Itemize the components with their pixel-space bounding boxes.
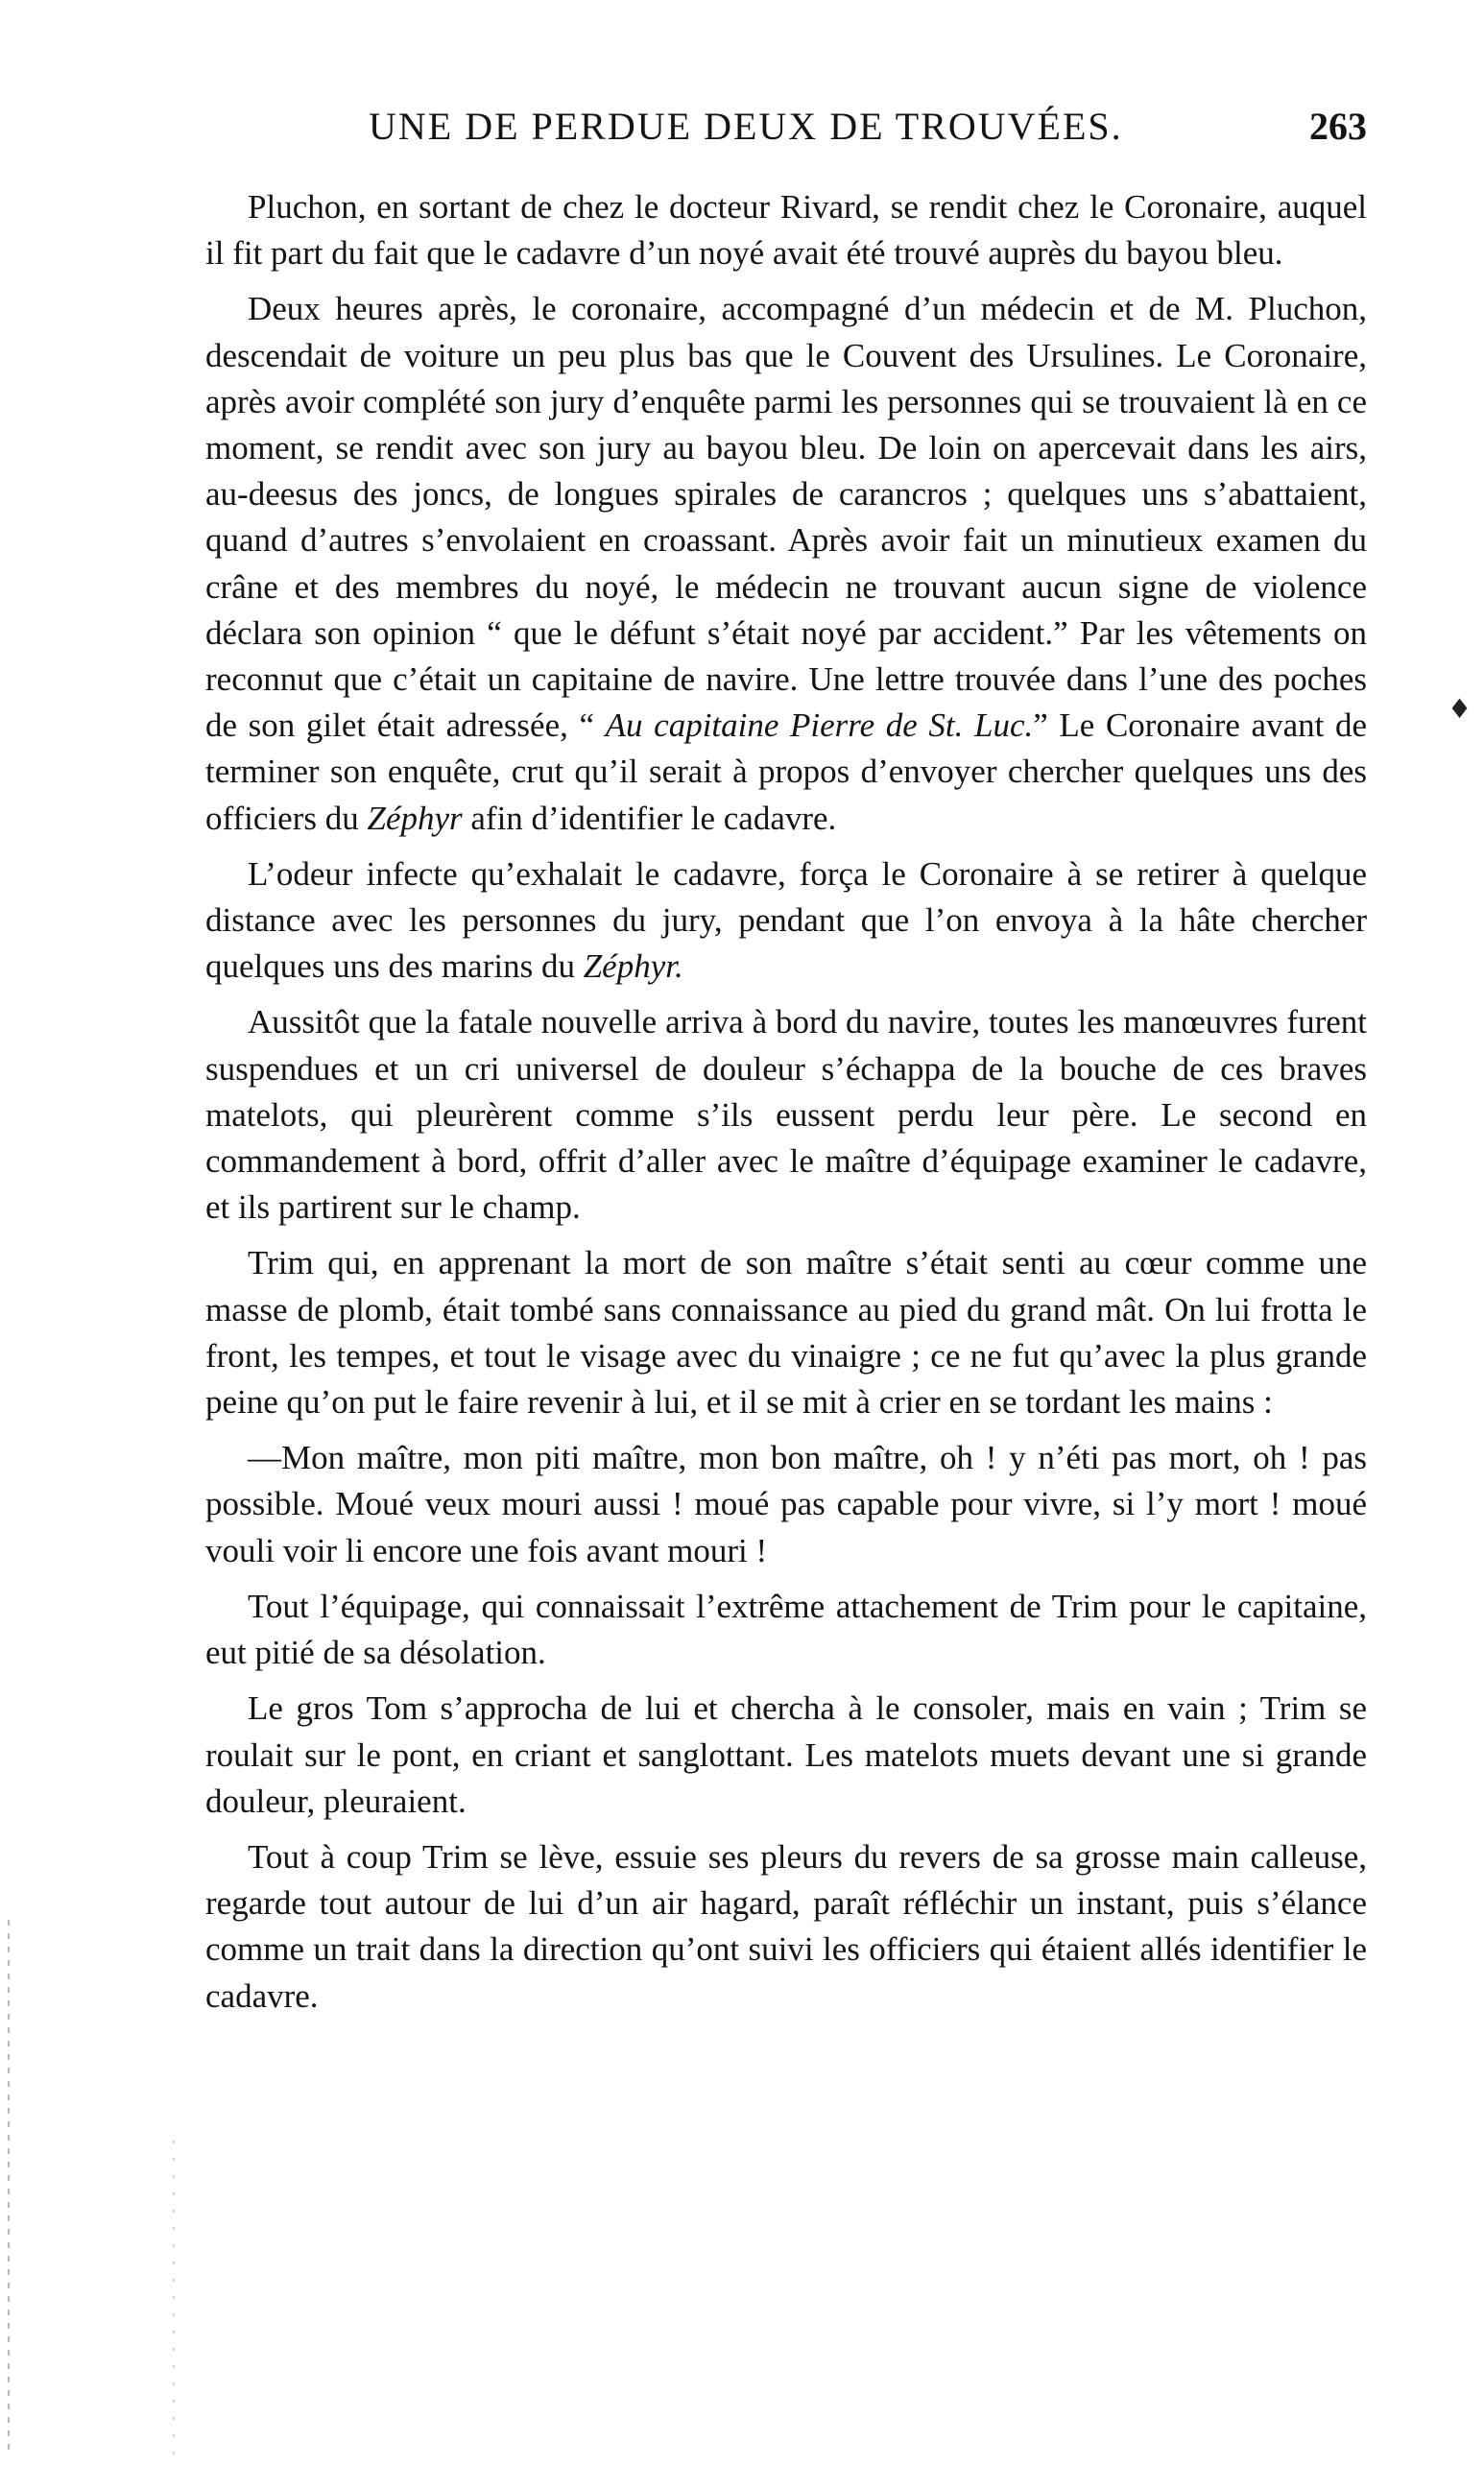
body-text — [205, 184, 1367, 2029]
text-segment: afin d’identifier le cadavre. — [462, 799, 837, 837]
text-segment: —Mon maître, mon piti maître, mon bon maître, oh ! y n’éti pas mort, oh ! pas possible. Moué veux mouri aussi ! moué pas capable pour vivre, si l’y mort ! moué vouli voir li encore une fois avant mouri ! — [205, 1439, 1367, 1569]
text-segment: Trim qui, en apprenant la mort de son maître s’était senti au cœur comme une masse de plomb, était tombé sans connaissance au pied du grand mât. On lui frotta le front, les tempes, et tout le visage avec du vinaigre ; ce ne fut qu’avec la plus grande peine qu’on put le faire revenir à lui, et il se mit à crier en se tordant les mains : — [205, 1244, 1367, 1422]
text-segment: Aussitôt que la fatale nouvelle arriva à bord du navire, toutes les manœuvres furent suspendues et un cri universel de douleur s’échappa de la bouche de ces braves matelots, qui pleurèrent comme s’ils eussent perdu leur père. Le second en commandement à bord, offrit d’aller avec le maître d’équipage examiner le cadavre, et ils partirent sur le champ. — [205, 1003, 1367, 1227]
margin-mark: ♦ — [1448, 693, 1472, 725]
italic-text: Au capitaine Pierre de St. Luc. — [605, 706, 1034, 745]
gutter-scan-artifact — [8, 1920, 10, 2457]
paragraph — [205, 1240, 1367, 1425]
italic-text: Zéphyr. — [583, 947, 683, 986]
gutter-scan-artifact — [173, 2141, 175, 2457]
italic-text: Zéphyr — [367, 799, 463, 837]
paragraph — [205, 286, 1367, 841]
text-segment: ” Le Coronaire avant de terminer son enquête, crut qu’il serait à propos d’envoyer chercher quelques uns des officiers du — [205, 706, 1367, 837]
text-segment: Pluchon, en sortant de chez le docteur Rivard, se rendit chez le Coronaire, auquel il fit part du fait que le cadavre d’un noyé avait été trouvé auprès du bayou bleu. — [205, 188, 1367, 273]
text-segment: Tout l’équipage, qui connaissait l’extrême attachement de Trim pour le capitaine, eut pitié de sa désolation. — [205, 1587, 1367, 1672]
page-header — [205, 104, 1367, 161]
paragraph — [205, 1584, 1367, 1676]
paragraph — [205, 851, 1367, 991]
paragraph — [205, 999, 1367, 1231]
paragraph — [205, 184, 1367, 276]
text-segment: Deux heures après, le coronaire, accompagné d’un médecin et de M. Pluchon, descendait de voiture un peu plus bas que le Couvent des Ursulines. Le Coronaire, après avoir complété son jury d’enquête parmi les personnes qui se trouvaient là en ce moment, se rendit avec son jury au bayou bleu. De loin on apercevait dans les airs, au-deesus des joncs, de longues spirales de carancros ; quelques uns s’abattaient, quand d’autres s’envolaient en croassant. Après avoir fait un minutieux examen du crâne et des membres du noyé, le médecin ne trouvant aucun signe de violence déclara son opinion “ que le défunt s’était noyé par accident.” Par les vêtements on reconnut que c’était un capitaine de navire. Une lettre trouvée dans l’une des poches de son gilet était adressée, “ — [205, 290, 1367, 745]
page-number: 263 — [1309, 105, 1367, 148]
text-segment: Le gros Tom s’approcha de lui et chercha à le consoler, mais en vain ; Trim se roulait sur le pont, en criant et sanglottant. Les matelots muets devant une si grande douleur, pleuraient. — [205, 1689, 1367, 1820]
text-segment: Tout à coup Trim se lève, essuie ses pleurs du revers de sa grosse main calleuse, regarde tout autour de lui d’un air hagard, paraît réfléchir un instant, puis s’élance comme un trait dans la direction qu’ont suivi les officiers qui étaient allés identifier le cadavre. — [205, 1837, 1367, 2015]
paragraph — [205, 1686, 1367, 1825]
paragraph — [205, 1435, 1367, 1574]
running-title: UNE DE PERDUE DEUX DE TROUVÉES. — [369, 105, 1123, 148]
text-segment: L’odeur infecte qu’exhalait le cadavre, força le Coronaire à se retirer à quelque distance avec les personnes du jury, pendant que l’on envoya à la hâte chercher quelques uns des marins du — [205, 854, 1367, 986]
paragraph — [205, 1834, 1367, 2020]
